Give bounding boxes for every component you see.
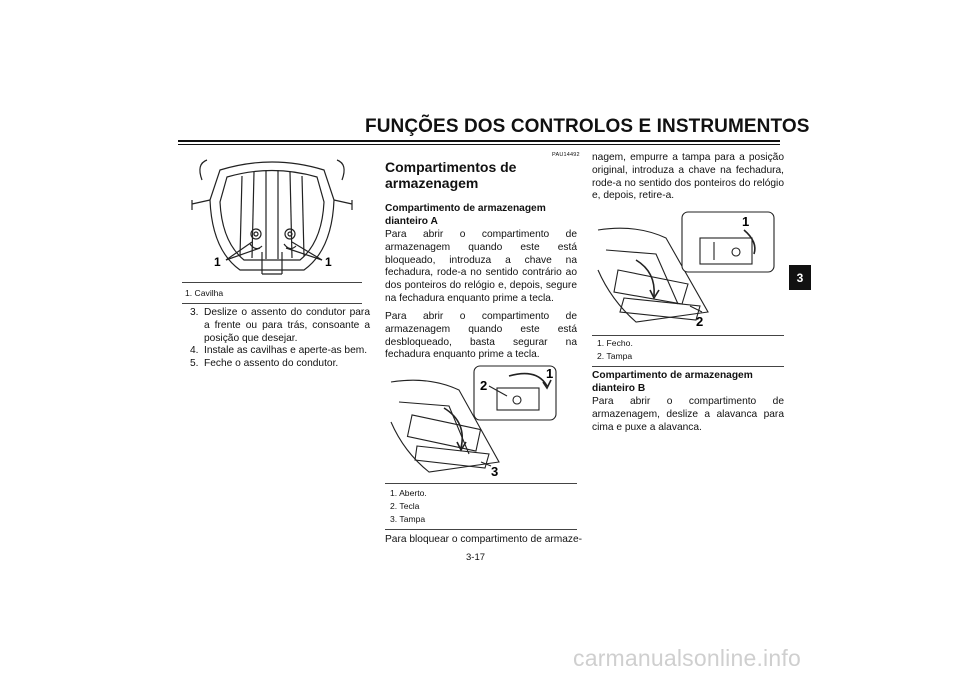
page-number: 3-17 (466, 552, 486, 563)
watermark: carmanualsonline.info (573, 645, 801, 671)
compartment-a-illustration (389, 362, 559, 480)
subheading-a: Compartimento de armazenagem dianteiro A (385, 203, 546, 227)
steps-list (190, 307, 370, 371)
callout-2: 2 (696, 314, 704, 329)
paragraph-lock-start: Para bloquear o compartimento de armaze- (385, 534, 583, 545)
callout-1-right: 1 (325, 255, 332, 269)
caption-aberto: 1. Aberto. (390, 488, 427, 498)
list-item: 3. Deslize o assento do condutor para a frente ou para trás, consoante a posição que desejar. (190, 307, 370, 344)
paragraph-open-b: Para abrir o compartimento de armazenagem, deslize a alavanca para cima e puxe a alavanca. (592, 396, 784, 433)
section-heading: Compartimentos de armazenagem (385, 159, 517, 191)
paragraph-open-unlocked: Para abrir o compartimento de armazenagem quando este está desbloqueado, basta segurar na fechadura enquanto prime a tecla. (385, 311, 577, 361)
header-rule (178, 140, 780, 142)
caption-rule (592, 366, 784, 367)
caption-rule (385, 483, 577, 484)
callout-1: 1 (742, 214, 750, 229)
caption-tampa: 2. Tampa (597, 351, 633, 361)
paragraph-lock-cont: nagem, empurre a tampa para a posição original, introduza a chave na fechadura, rode-a no sentido dos ponteiros do relógio e, depois, retire-a. (592, 152, 784, 202)
chapter-tab: 3 (789, 265, 811, 290)
caption-cavilha: 1. Cavilha (185, 288, 224, 298)
callout-3: 3 (491, 464, 499, 479)
section-code: PAU14492 (552, 152, 580, 158)
paragraph-open-locked: Para abrir o compartimento de armazenagem quando este está bloqueado, introduza a chave na fechadura, rode-a no sentido contrário ao dos ponteiros do relógio e, depois, segure na fechadura enquanto prime a tecla. (385, 229, 577, 304)
callout-1: 2 (480, 378, 488, 393)
list-item: 4. Instale as cavilhas e aperte-as bem. (190, 345, 368, 357)
caption-fecho: 1. Fecho. (597, 338, 633, 348)
callout-2: 1 (546, 366, 554, 381)
header-rule-thin (178, 144, 780, 145)
caption-rule (385, 529, 577, 530)
seat-bolts-illustration (182, 152, 362, 278)
subheading-b: Compartimento de armazenagem dianteiro B (592, 370, 753, 394)
caption-rule (592, 335, 784, 336)
compartment-latch-illustration (596, 208, 778, 332)
list-item: 5. Feche o assento do condutor. (190, 358, 339, 370)
callout-1-left: 1 (214, 255, 221, 269)
caption-tecla: 2. Tecla (390, 501, 420, 511)
page-title: FUNÇÕES DOS CONTROLOS E INSTRUMENTOS (365, 116, 810, 137)
caption-rule (182, 303, 362, 304)
caption-rule (182, 282, 362, 283)
caption-tampa: 3. Tampa (390, 514, 426, 524)
